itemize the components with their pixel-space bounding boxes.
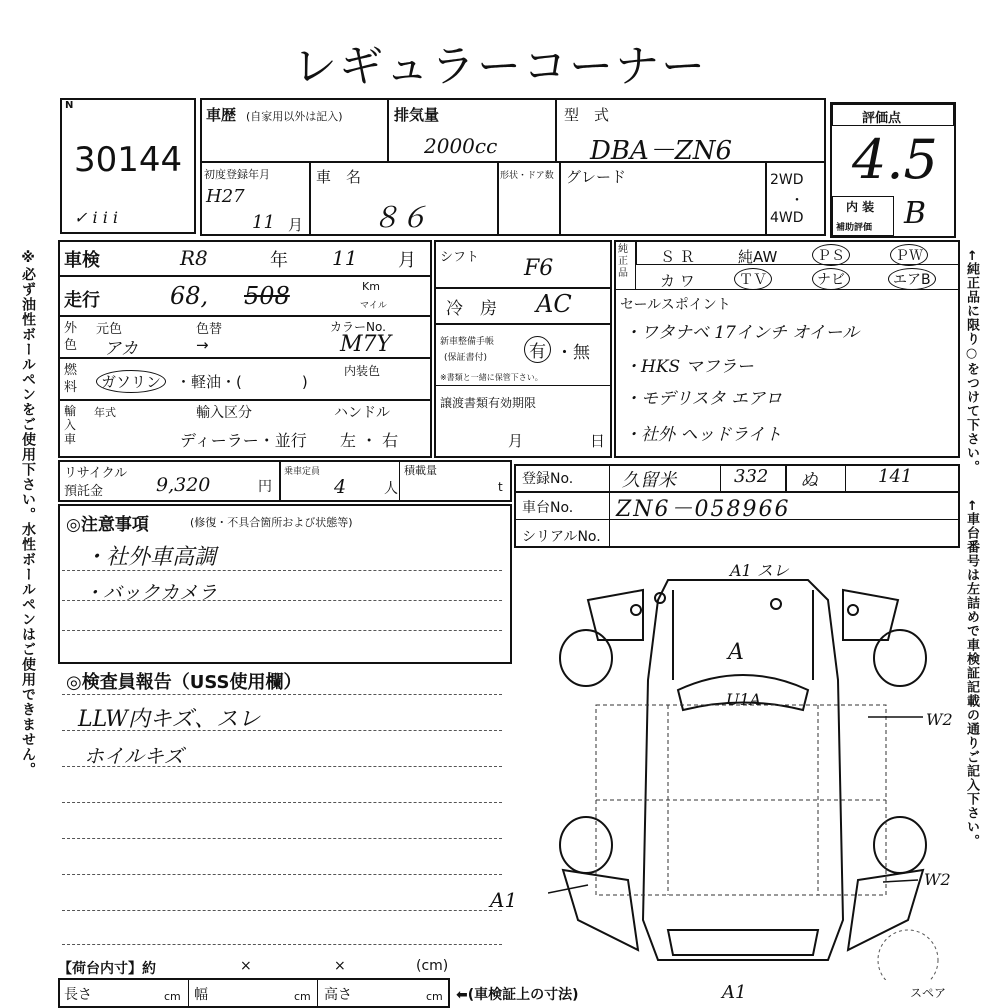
mileage-unit-km: Km [362, 280, 380, 293]
side-note-right-1: ←純正品に限り○をつけて下さい。 [964, 250, 979, 474]
capacity-unit: 人 [384, 481, 398, 497]
sales-point-4: ・社外 ヘッドライト [624, 425, 782, 445]
recycle-label: リサイクル [64, 466, 128, 481]
lot-ticks: ✓ ⅰ ⅰ ⅰ [74, 208, 119, 227]
load-unit: t [498, 480, 503, 494]
color-value: アカ [104, 339, 138, 359]
registration-number: 141 [878, 466, 913, 487]
sales-point-3: ・モデリスタ エアロ [624, 389, 783, 409]
car-name-value: ８６ [372, 201, 429, 234]
serial-label: シリアルNo. [522, 529, 601, 545]
docs-day: 日 [590, 432, 606, 450]
cargo-height-label: 高さ [324, 987, 352, 1003]
notes-subtitle: (修復・不具合箇所および状態等) [190, 516, 353, 529]
inspection-month: 11 [332, 246, 358, 270]
diagram-windshield-mark: U1A [726, 690, 762, 709]
ac-label: 冷 房 [446, 299, 497, 319]
inspector-item-2: ホイルキズ [84, 744, 184, 768]
first-reg-unit: 月 [288, 216, 304, 234]
inspector-title: ◎検査員報告（USS使用欄） [66, 672, 302, 693]
option-navi: ナビ [812, 268, 850, 290]
score-value: 4.5 [852, 128, 938, 191]
diagram-bottom-mark: A1 [722, 982, 747, 1003]
diagram-left-low-mark: A1 [490, 888, 518, 912]
diagram-right-low-mark: W2 [924, 870, 951, 889]
inspector-item-1: LLW内キズ、スレ [78, 707, 261, 732]
handle-value: 左 ・ 右 [340, 431, 399, 450]
capacity-value: 4 [334, 476, 347, 498]
cargo-label: 【荷台内寸】約 [58, 961, 156, 977]
cargo-note: ⬅(車検証上の寸法) [456, 987, 579, 1003]
lot-number: 30144 [74, 140, 183, 180]
capacity-label: 乗車定員 [284, 467, 321, 477]
import-class-value: ディーラー・並行 [180, 431, 307, 450]
docs-label: 譲渡書類有効期限 [440, 396, 537, 410]
inspection-label: 車検 [64, 250, 100, 271]
maintenance-note: ※書類と一緒に保管下さい。 [440, 373, 543, 382]
note-item-1: ・社外車高調 [84, 545, 217, 570]
import-year-label: 年式 [94, 406, 116, 419]
first-reg-label: 初度登録年月 [204, 168, 270, 181]
interior-label: 内 装 [846, 200, 875, 214]
displacement-value: 2000cc [424, 134, 498, 158]
lot-number-box [60, 98, 196, 234]
interior-value: B [904, 196, 927, 231]
maintenance-sub: (保証書付) [444, 353, 488, 363]
cargo-x1: × [240, 958, 252, 974]
fuel-gas: ガソリン [96, 370, 166, 393]
car-name-label: 車 名 [316, 168, 362, 186]
maintenance-yes: 有 [524, 336, 551, 363]
cargo-unit: (cm) [416, 958, 449, 974]
recycle-value: 9,320 [156, 474, 211, 496]
sales-point-1: ・ワタナベ 17インチ オイール [624, 323, 860, 343]
handle-label: ハンドル [334, 405, 390, 421]
cargo-width-label: 幅 [194, 987, 208, 1003]
displacement-label: 排気量 [394, 106, 440, 124]
recycle-sub: 預託金 [64, 484, 104, 499]
option-sr: Ｓ Ｒ [660, 248, 695, 266]
fuel-label: 燃料 [64, 363, 78, 395]
import-class-label: 輸入区分 [196, 405, 252, 421]
history-label: 車歴 [206, 106, 237, 124]
option-airbag: エアB [888, 268, 936, 290]
cargo-x2: × [334, 958, 346, 974]
docs-month: 月 [508, 432, 524, 450]
model-value: DBA－ZN6 [590, 136, 733, 166]
color-arrow: → [196, 336, 209, 354]
side-note-left: ※必ず油性ボールペンをご使用下さい。水性ボールペンはご使用できません。 [20, 250, 36, 777]
option-leather: カ ワ [660, 272, 695, 290]
notes-title: ◎注意事項 [66, 515, 149, 535]
inspection-era: R8 [180, 246, 208, 270]
note-item-2: ・バックカメラ [84, 582, 218, 604]
mileage-struck: 508 [244, 282, 290, 310]
color-code: M7Y [340, 332, 392, 357]
fuel-rest: ・軽油・( ) [176, 373, 308, 391]
sales-points-label: セールスポイント [620, 297, 731, 313]
cargo-length-unit: cm [164, 990, 181, 1003]
option-ps: ＰＳ [812, 244, 850, 266]
model-label: 型 式 [564, 106, 610, 124]
registration-label: 登録No. [522, 471, 574, 487]
interior-color-label: 内装色 [344, 364, 381, 378]
chassis-label: 車台No. [522, 500, 574, 516]
mileage-value: 68, [170, 282, 209, 310]
option-aw: 純AW [738, 248, 778, 266]
ac-value: AC [536, 290, 572, 318]
grade-label: グレード [566, 168, 627, 186]
cargo-width-unit: cm [294, 990, 311, 1003]
interior-sub: 補助評価 [836, 223, 873, 233]
diagram-top-mark: A1 スレ [730, 561, 789, 580]
drive-2wd: 2WD [770, 172, 804, 188]
registration-class: 332 [734, 466, 769, 487]
corner-mark: N [65, 100, 74, 111]
drive-dot: ・ [790, 193, 804, 209]
cargo-height-unit: cm [426, 990, 443, 1003]
car-damage-diagram [548, 560, 968, 980]
color-repaint-label: 色替 [196, 322, 223, 337]
doors-label: 形状・ドア数 [500, 171, 554, 181]
diagram-right-mid-mark: W2 [926, 710, 953, 729]
sales-point-2: ・HKS マフラー [624, 357, 754, 377]
option-pw: ＰＷ [890, 244, 928, 266]
diagram-roof-mark: A [728, 640, 744, 665]
options-label: 純正品 [618, 244, 628, 279]
maintenance-no: ・無 [556, 343, 590, 363]
registration-area: 久留米 [622, 470, 676, 491]
cargo-length-label: 長さ [64, 987, 92, 1003]
import-label: 輸入車 [64, 404, 77, 446]
color-outer-label: 外色 [64, 321, 78, 353]
drive-4wd: 4WD [770, 210, 804, 226]
score-label: 評価点 [862, 111, 902, 126]
color-code-label: カラーNo. [330, 320, 386, 334]
mileage-unit-mile: マイル [360, 301, 387, 311]
registration-kana: ぬ [800, 470, 818, 491]
color-original-label: 元色 [96, 322, 123, 337]
load-label: 積載量 [404, 464, 437, 477]
recycle-unit: 円 [258, 479, 272, 495]
inspection-month-label: 月 [398, 250, 416, 271]
diagram-spare-label: スペア [910, 986, 947, 1000]
shift-value: F6 [524, 256, 554, 281]
mileage-label: 走行 [64, 290, 100, 311]
shift-label: シフト [440, 250, 480, 265]
first-reg-month: 11 [252, 212, 275, 233]
page-title: レギュラーコーナー [293, 41, 707, 92]
side-note-right-2: ←車台番号は左詰めで車検証記載の通りご記入下さい。 [964, 500, 979, 848]
first-reg-year: H27 [206, 186, 245, 207]
history-note: (自家用以外は記入) [246, 110, 343, 123]
chassis-value: ZN6－058966 [616, 497, 791, 522]
maintenance-label: 新車整備手帳 [440, 337, 495, 347]
inspection-year-label: 年 [270, 250, 288, 271]
option-tv: ＴＶ [734, 268, 772, 290]
